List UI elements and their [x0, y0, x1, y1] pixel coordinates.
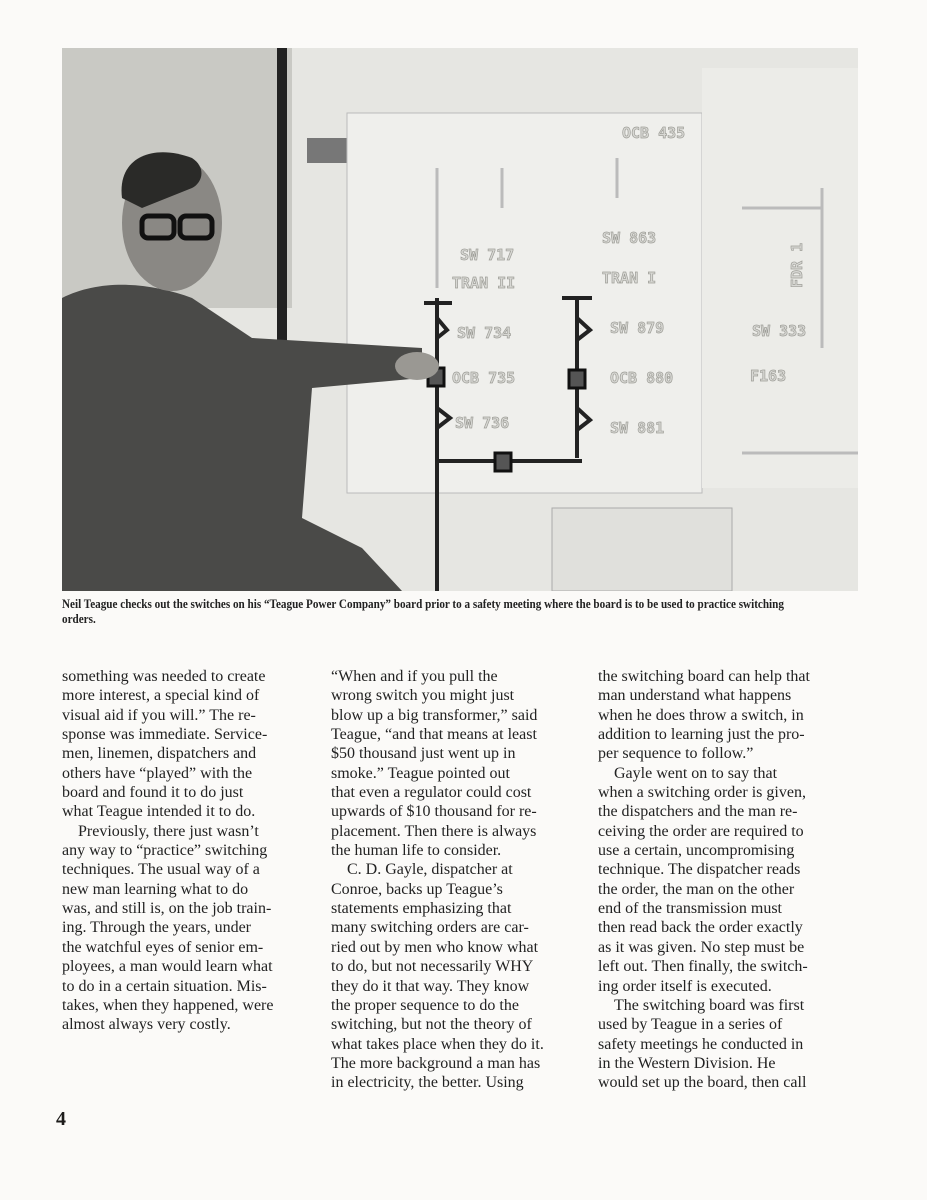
text-line: when he does throw a switch, in	[598, 706, 804, 724]
board-label: SW 881	[610, 419, 665, 437]
board-label: SW 736	[455, 414, 510, 432]
board-label: SW 734	[457, 324, 512, 342]
text-line: placement. Then there is always	[331, 822, 537, 840]
board-right	[702, 68, 858, 488]
text-line: addition to learning just the pro-	[598, 726, 805, 744]
text-line: used by Teague in a series of	[598, 1016, 783, 1034]
text-line: $50 thousand just went up in	[331, 745, 516, 763]
board-breaker	[495, 453, 511, 471]
board-label: SW 879	[610, 319, 665, 337]
text-line: what Teague intended it to do.	[62, 803, 256, 821]
board-label: SW 863	[602, 229, 657, 247]
text-line: the order, the man on the other	[598, 880, 795, 898]
text-line: ing order itself is executed.	[598, 977, 772, 995]
board-label: OCB 735	[452, 369, 516, 387]
text-line: the dispatchers and the man re-	[598, 803, 798, 821]
text-line: that even a regulator could cost	[331, 784, 532, 802]
text-line: visual aid if you will.” The re-	[62, 706, 256, 724]
article-column-1	[62, 667, 273, 1035]
board-label: TRAN I	[602, 269, 657, 287]
text-line: statements emphasizing that	[331, 900, 512, 918]
text-line: then read back the order exactly	[598, 919, 803, 937]
text-line: techniques. The usual way of a	[62, 861, 260, 879]
text-line: C. D. Gayle, dispatcher at	[331, 861, 513, 879]
board-lower	[552, 508, 732, 591]
text-line: “When and if you pull the	[331, 668, 498, 685]
board-label: SW 717	[460, 246, 515, 264]
text-line: blow up a big transformer,” said	[331, 706, 538, 724]
text-line: left out. Then finally, the switch-	[598, 958, 808, 976]
text-line: any way to “practice” switching	[62, 842, 268, 860]
text-line: in the Western Division. He	[598, 1054, 776, 1072]
board-label: TRAN II	[452, 274, 516, 292]
text-line: ing. Through the years, under	[62, 919, 251, 937]
text-line: Conroe, backs up Teague’s	[331, 880, 503, 898]
text-line: men, linemen, dispatchers and	[62, 745, 257, 763]
text-line: would set up the board, then call	[598, 1074, 807, 1092]
text-line: to do, but not necessarily WHY	[331, 958, 534, 976]
text-line: man understand what happens	[598, 687, 792, 705]
text-line: when a switching order is given,	[598, 784, 806, 802]
text-line: new man learning what to do	[62, 880, 249, 898]
text-line: takes, when they happened, were	[62, 996, 274, 1014]
text-line: Gayle went on to say that	[598, 764, 778, 782]
board-label: OCB 435	[622, 124, 686, 142]
article-column-3	[598, 667, 810, 1093]
text-line: The more background a man has	[331, 1054, 541, 1072]
text-line: almost always very costly.	[62, 1016, 231, 1034]
text-line: upwards of $10 thousand for re-	[331, 803, 537, 821]
text-line: end of the transmission must	[598, 900, 782, 918]
board-breaker	[569, 370, 585, 388]
board-label: OCB 880	[610, 369, 674, 387]
text-line: Teague, “and that means at least	[331, 726, 537, 744]
text-line: use a certain, uncompromising	[598, 842, 795, 860]
text-line: smoke.” Teague pointed out	[331, 764, 510, 782]
text-line: technique. The dispatcher reads	[598, 861, 801, 879]
text-line: others have “played” with the	[62, 764, 253, 782]
text-line: sponse was immediate. Service-	[62, 726, 268, 744]
text-line: what takes place when they do it.	[331, 1035, 544, 1053]
text-line: switching, but not the theory of	[331, 1016, 532, 1034]
text-line: the watchful eyes of senior em-	[62, 938, 264, 956]
board-label: FDR 1	[788, 242, 806, 288]
text-line: more interest, a special kind of	[62, 687, 260, 705]
text-line: they do it that way. They know	[331, 977, 530, 995]
text-line: ceiving the order are required to	[598, 822, 804, 840]
page-number: 4	[56, 1108, 66, 1130]
board-label: F163	[750, 367, 787, 385]
text-line: the human life to consider.	[331, 842, 502, 860]
text-line: safety meetings he conducted in	[598, 1035, 804, 1053]
board-label: SW 333	[752, 322, 807, 340]
text-line: in electricity, the better. Using	[331, 1074, 524, 1092]
text-line: something was needed to create	[62, 668, 266, 685]
text-line: board and found it to do just	[62, 784, 244, 802]
text-line: Previously, there just wasn’t	[62, 822, 259, 840]
text-line: wrong switch you might just	[331, 687, 515, 705]
text-line: was, and still is, on the job train-	[62, 900, 272, 918]
text-line: as it was given. No step must be	[598, 938, 805, 956]
photo-teague-switching-board	[62, 48, 858, 591]
wall-frame	[277, 48, 287, 348]
text-line: ployees, a man would learn what	[62, 958, 273, 976]
article-column-2	[331, 667, 544, 1093]
text-line: to do in a certain situation. Mis-	[62, 977, 267, 995]
photo-caption: Neil Teague checks out the switches on his “Teague Power Company” board prior to a safety meeting where the board is to be used to practice switching orders.	[62, 597, 784, 626]
text-line: the switching board can help that	[598, 668, 810, 685]
text-line: The switching board was first	[598, 996, 805, 1014]
text-line: many switching orders are car-	[331, 919, 529, 937]
text-line: per sequence to follow.”	[598, 745, 754, 763]
text-line: the proper sequence to do the	[331, 996, 519, 1014]
text-line: ried out by men who know what	[331, 938, 539, 956]
